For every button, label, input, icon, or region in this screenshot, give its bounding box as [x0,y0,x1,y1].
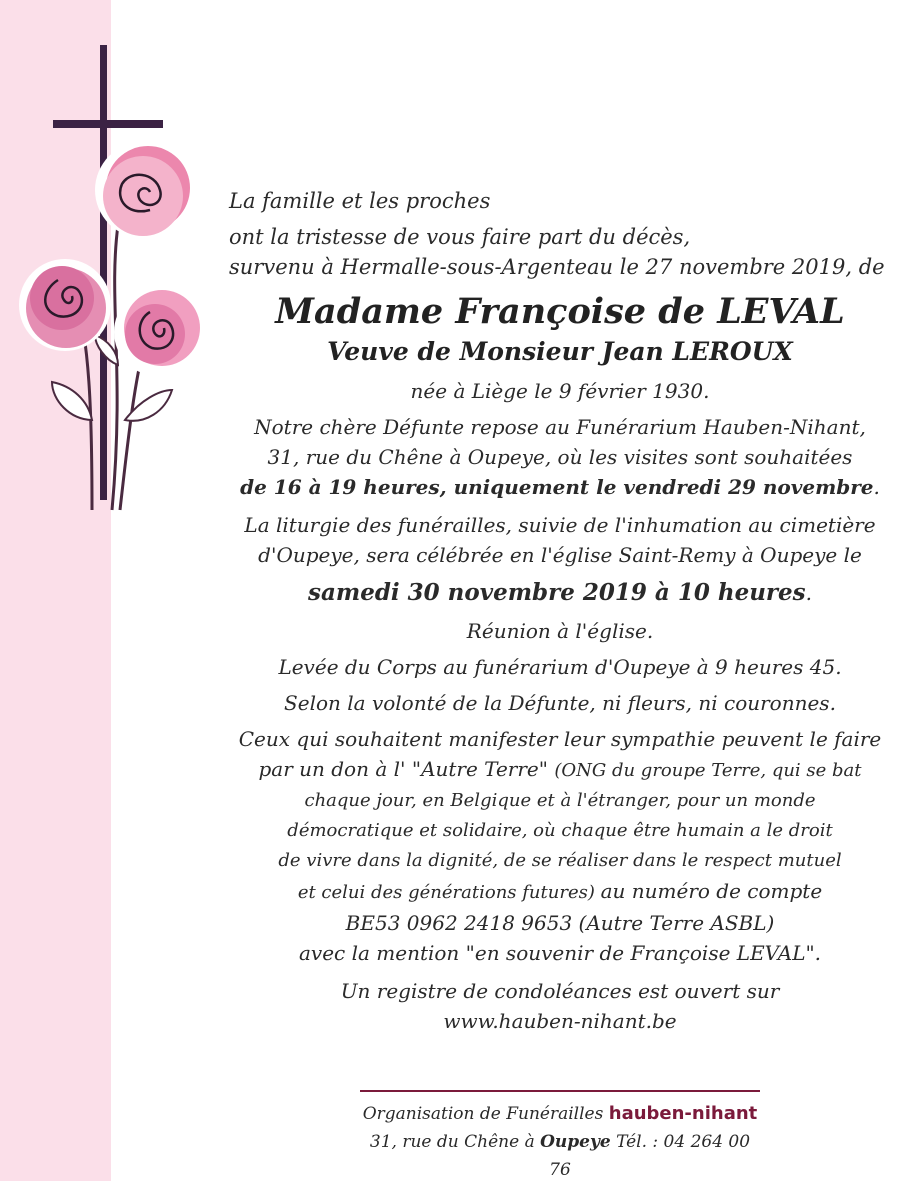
donation-line-3: chaque jour, en Belgique et à l'étranger, pour un monde [304,790,816,811]
condolences-url[interactable]: www.hauben-nihant.be [443,1009,677,1033]
flowers-wish: Selon la volonté de la Défunte, ni fleurs, ni couronnes. [284,691,836,715]
liturgy-line-1: La liturgie des funérailles, suivie de l'inhumation au cimetière [244,513,876,537]
donation-line-6: et celui des générations futures) au numéro de compte [297,879,823,903]
funeral-date: samedi 30 novembre 2019 à 10 heures [308,579,806,606]
donation-mention: avec la mention "en souvenir de Françoise LEVAL". [298,941,822,965]
visitation-hours: de 16 à 19 heures, uniquement le vendredi 29 novembre [240,475,874,499]
intro-death-place: survenu à Hermalle-sous-Argenteau le 27 novembre 2019, de [229,255,885,279]
liturgy-line-2: d'Oupeye, sera célébrée en l'église Saint-Remy à Oupeye le [258,543,862,567]
rose-stem-icon [112,225,118,510]
birth-info: née à Liège le 9 février 1930. [410,379,710,403]
levee-info: Levée du Corps au funérarium d'Oupeye à 9 heures 45. [278,655,842,679]
cross-horizontal-icon [53,120,163,128]
cross-and-roses-illustration [0,40,210,530]
visitation-line-3: de 16 à 19 heures, uniquement le vendredi 29 novembre. [240,475,880,499]
footer-phone: Tél. : 04 264 00 76 [549,1132,751,1180]
cross-vertical-icon [100,45,107,500]
meeting-info: Réunion à l'église. [466,619,654,643]
donation-line-2: par un don à l' "Autre Terre" (ONG du groupe Terre, qui se bat [258,757,862,781]
intro-sadness: ont la tristesse de vous faire part du décès, [229,225,691,249]
visitation-line-2: 31, rue du Chêne à Oupeye, où les visites sont souhaitées [267,445,853,469]
donation-line-1: Ceux qui souhaitent manifester leur sympathie peuvent le faire [238,727,882,751]
condolences-register: Un registre de condoléances est ouvert sur [340,979,780,1003]
donation-line-4: démocratique et solidaire, où chaque être humain a le droit [287,820,833,841]
announcement-body [215,186,905,1036]
widow-of: Veuve de Monsieur Jean LEROUX [327,337,793,366]
bank-account: BE53 0962 2418 9653 (Autre Terre ASBL) [345,911,775,935]
footer-organisation [360,1090,760,1184]
brand-logo: hauben-nihant [608,1103,758,1124]
visitation-line-1: Notre chère Défunte repose au Funérarium Hauben-Nihant, [254,415,866,439]
footer-line-2: 31, rue du Chêne à Oupeye Tél. : 04 264 00 76 [369,1132,751,1180]
donation-line-5: de vivre dans la dignité, de se réaliser dans le respect mutuel [278,850,842,871]
footer-line-1: Organisation de Funérailles hauben-nihant [362,1103,758,1124]
leaf-icon [52,382,92,420]
liturgy-date: samedi 30 novembre 2019 à 10 heures. [308,579,812,606]
deceased-name: Madame Françoise de LEVAL [275,291,845,332]
intro-family: La famille et les proches [229,189,491,213]
